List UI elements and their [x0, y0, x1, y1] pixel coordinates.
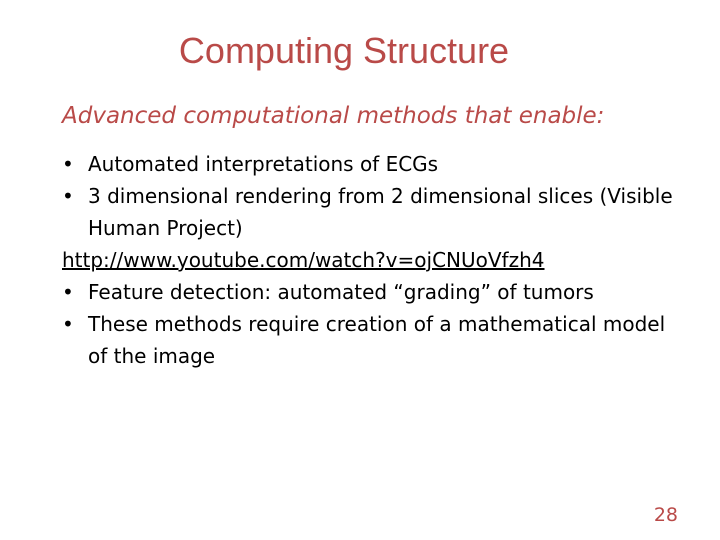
- page-number: 28: [653, 504, 678, 526]
- slide-content: [62, 98, 682, 372]
- youtube-link[interactable]: http://www.youtube.com/watch?v=ojCNUoVfzh4: [62, 248, 545, 272]
- bullet-text: 3 dimensional rendering from 2 dimensional slices (Visible Human Project): [88, 184, 673, 240]
- bullet-text: These methods require creation of a mathematical model of the image: [88, 312, 666, 368]
- bullet-icon: •: [62, 184, 74, 208]
- bullet-icon: •: [62, 152, 74, 176]
- bullet-text: Automated interpretations of ECGs: [88, 152, 439, 176]
- slide-title: Computing Structure: [178, 30, 510, 71]
- bullet-item: [62, 180, 682, 244]
- slide-subtitle: Advanced computational methods that enable:: [62, 103, 605, 129]
- bullet-icon: •: [62, 312, 74, 336]
- bullet-item: [62, 276, 682, 308]
- bullet-text: Feature detection: automated “grading” of tumors: [88, 280, 594, 304]
- bullet-item: [62, 308, 682, 372]
- bullet-icon: •: [62, 280, 74, 304]
- bullet-item: [62, 148, 682, 180]
